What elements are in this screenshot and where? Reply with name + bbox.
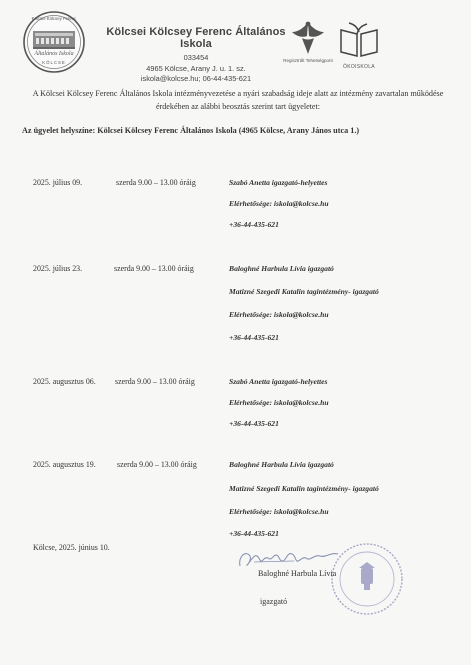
duty-line: Elérhetősége: iskola@kolcse.hu — [229, 398, 329, 407]
badge-registered-text: Regisztrált Tehetségpont — [283, 58, 333, 63]
duty-date: 2025. július 23. — [33, 264, 83, 273]
place-and-date: Kölcse, 2025. június 10. — [33, 543, 110, 552]
duty-location: Az ügyelet helyszíne: Kölcsei Kölcsey Ferenc Általános Iskola (4965 Kölcse, Arany János utca 1.) — [22, 126, 360, 135]
eco-school-logo — [337, 20, 381, 74]
duty-line: Elérhetősége: iskola@kolcse.hu — [229, 310, 329, 319]
duty-line: +36-44-435-621 — [229, 333, 279, 342]
talent-hands-icon — [292, 22, 324, 54]
talent-point-logo — [280, 18, 336, 74]
duty-time: szerda 9.00 – 13.00 óráig — [114, 264, 194, 273]
duty-date: 2025. július 09. — [33, 178, 83, 187]
school-name: Kölcsei Kölcsey Ferenc Általános Iskola — [106, 26, 286, 50]
duty-line: Matizné Szegedi Katalin tagintézmény- igazgató — [229, 484, 379, 493]
duty-time: szerda 9.00 – 13.00 óráig — [117, 460, 197, 469]
duty-time: szerda 9.00 – 13.00 óráig — [115, 377, 195, 386]
logo-top-text: Kölcsei Kölcsey Ferenc — [31, 16, 77, 21]
school-letterhead — [96, 26, 296, 85]
logo-bottom-text: KÖLCSE — [42, 60, 66, 65]
badge-eco-text: ÖKOISKOLA — [343, 64, 375, 70]
duty-line: +36-44-435-621 — [229, 419, 279, 428]
duty-line: Baloghné Harbula Lívia igazgató — [229, 460, 334, 469]
duty-line: +36-44-435-621 — [229, 529, 279, 538]
logo-middle-text: Általános Iskola — [34, 51, 74, 57]
signer-name: Baloghné Harbula Lívia — [258, 569, 337, 578]
school-logo — [22, 10, 86, 74]
duty-line: Szabó Anetta igazgató-helyettes — [229, 178, 328, 187]
duty-date: 2025. augusztus 19. — [33, 460, 96, 469]
duty-line: Elérhetősége: iskola@kolcse.hu — [229, 199, 329, 208]
intro-paragraph: A Kölcsei Kölcsey Ferenc Általános Iskola intézményvezetése a nyári szabadság ideje alatt az intézmény zavartalan működése érdekében az alábbi beosztás szerint tart ügyeletet: — [32, 89, 444, 112]
duty-line: Matizné Szegedi Katalin tagintézmény- igazgató — [229, 287, 379, 296]
school-address: 4965 Kölcse, Arany J. u. 1. sz. — [146, 63, 246, 73]
duty-time: szerda 9.00 – 13.00 óráig — [116, 178, 196, 187]
duty-line: Szabó Anetta igazgató-helyettes — [229, 377, 328, 386]
signer-title: igazgató — [260, 597, 288, 606]
official-stamp — [328, 540, 406, 618]
duty-line: Elérhetősége: iskola@kolcse.hu — [229, 507, 329, 516]
om-code: 033454 — [183, 53, 209, 62]
duty-line: Baloghné Harbula Lívia igazgató — [229, 264, 334, 273]
duty-line: +36-44-435-621 — [229, 220, 279, 229]
duty-date: 2025. augusztus 06. — [33, 377, 96, 386]
eco-book-icon — [341, 23, 377, 56]
school-contact: iskola@kolcse.hu; 06-44-435-621 — [140, 74, 252, 84]
